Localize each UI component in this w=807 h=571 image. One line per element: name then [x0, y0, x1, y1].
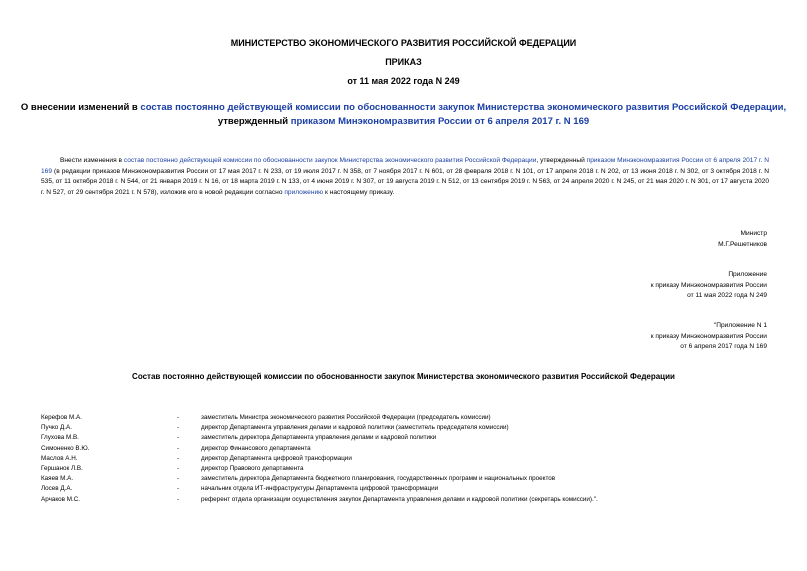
member-dash: -: [177, 454, 180, 462]
member-dash: -: [177, 485, 180, 493]
member-position: директор Правового департамента: [201, 464, 304, 472]
appendix-line-3: от 11 мая 2022 года N 249: [687, 292, 767, 300]
member-name: Каяев М.А.: [41, 475, 74, 483]
member-position: директор Департамента управления делами и кадровой политики (заместитель председателя комиссии): [201, 424, 509, 432]
member-position: директор Департамента цифровой трансформации: [201, 454, 352, 462]
body-link-composition[interactable]: состав постоянно действующей комиссии по обоснованности закупок Министерства экономического развития Российской Федерации: [123, 157, 537, 164]
signature-position: Министр: [740, 230, 767, 237]
member-name: Гершанок Л.В.: [41, 464, 83, 472]
member-position: заместитель Министра экономического развития Российской Федерации (председатель комиссии): [201, 414, 491, 421]
member-position: заместитель директора Департамента бюджетного планирования, государственных программ и национальных проектов: [201, 475, 556, 483]
title-text-2: утвержденный: [217, 116, 291, 127]
member-dash: -: [177, 444, 180, 452]
member-dash: -: [177, 424, 180, 432]
member-dash: -: [177, 414, 180, 421]
member-row: [41, 444, 781, 454]
member-name: Глухова М.В.: [41, 434, 79, 442]
member-row: [41, 454, 781, 464]
body-text-4: к настоящему приказу.: [323, 188, 395, 196]
member-dash: -: [177, 464, 180, 472]
appendix1-line-1: "Приложение N 1: [713, 322, 767, 329]
member-row: [41, 413, 781, 423]
body-link-order[interactable]: приказом Минэкономразвития России от 6 апреля 2017 г. N 169: [41, 157, 769, 175]
member-position: начальник отдела ИТ-инфраструктуры Департамента цифровой трансформации: [201, 485, 439, 493]
member-name: Маслов А.Н.: [41, 454, 78, 462]
body-text-3: (в редакции приказов Минэкономразвития России от 17 мая 2017 г. N 233, от 19 июля 2017 г. N 358, от 7 ноября 2017 г. N 601, от 28 февраля 2018 г. N 101, от 17 апреля 2018 г. N 202, от 13 июня 2018 г. N 302, от 3 октября 2018 г. N 535, от 11 октября 2018 г. N 544, от 21 января 2019 г. N 16, от 18 марта 2019 г. N 133, от 4 июня 2019 г. N 307, от 19 августа 2019 г. N 512, от 13 сентября 2019 г. N 563, от 24 апреля 2020 г. N 245, от 21 мая 2020 г. N 301, от 17 августа 2020 г. N 527, от 29 сентября 2021 г. N 578), изложив его в новой редакции согласно: [41, 167, 769, 196]
appendix-line-2: к приказу Минэкономразвития России: [650, 281, 767, 289]
member-row: [41, 474, 781, 484]
members-list: [41, 413, 781, 505]
title-text-1: О внесении изменений в: [20, 102, 141, 113]
composition-title: Состав постоянно действующей комиссии по обоснованности закупок Министерства экономического развития Российской Федерации: [132, 372, 675, 381]
body-text-2: , утвержденный: [536, 157, 587, 164]
signature-name: М.Г.Решетников: [718, 240, 767, 248]
member-name: Керефов М.А.: [41, 414, 82, 421]
member-position: референт отдела организации осуществления закупок Департамента управления делами и кадровой политики (секретарь комиссии).".: [201, 495, 598, 503]
appendix-line-1: Приложение: [728, 271, 767, 278]
member-name: Пучко Д.А.: [41, 424, 72, 432]
appendix1-header: [651, 321, 767, 353]
member-dash: -: [177, 475, 180, 483]
member-name: Симоненко В.Ю.: [41, 444, 90, 452]
ministry-heading: МИНИСТЕРСТВО ЭКОНОМИЧЕСКОГО РАЗВИТИЯ РОССИЙСКОЙ ФЕДЕРАЦИИ: [230, 38, 577, 48]
document-title: [0, 101, 807, 129]
document-date: от 11 мая 2022 года N 249: [347, 76, 460, 86]
body-paragraph: [41, 156, 769, 198]
document-type: ПРИКАЗ: [385, 57, 422, 67]
body-link-appendix[interactable]: приложению: [284, 188, 324, 196]
appendix1-line-3: от 6 апреля 2017 года N 169: [680, 343, 767, 351]
member-row: [41, 423, 781, 433]
member-dash: -: [177, 434, 180, 442]
title-link-order[interactable]: приказом Минэкономразвития России от 6 апреля 2017 г. N 169: [290, 116, 590, 127]
member-row: [41, 484, 781, 494]
body-text-1: Внести изменения в: [60, 157, 124, 164]
appendix1-line-2: к приказу Минэкономразвития России: [650, 332, 767, 340]
member-dash: -: [177, 495, 180, 503]
member-position: директор Финансового департамента: [201, 444, 311, 452]
member-name: Арчаков М.С.: [41, 495, 81, 503]
title-link-composition[interactable]: состав постоянно действующей комиссии по обоснованности закупок Министерства экономического развития Российской Федерации,: [140, 102, 787, 113]
member-row: [41, 464, 781, 474]
appendix-header: [651, 270, 767, 302]
member-position: заместитель директора Департамента управления делами и кадровой политики: [201, 434, 437, 442]
signature-block: [718, 229, 767, 250]
member-name: Лосев Д.А.: [41, 485, 73, 493]
member-row: [41, 495, 781, 505]
member-row: [41, 433, 781, 443]
